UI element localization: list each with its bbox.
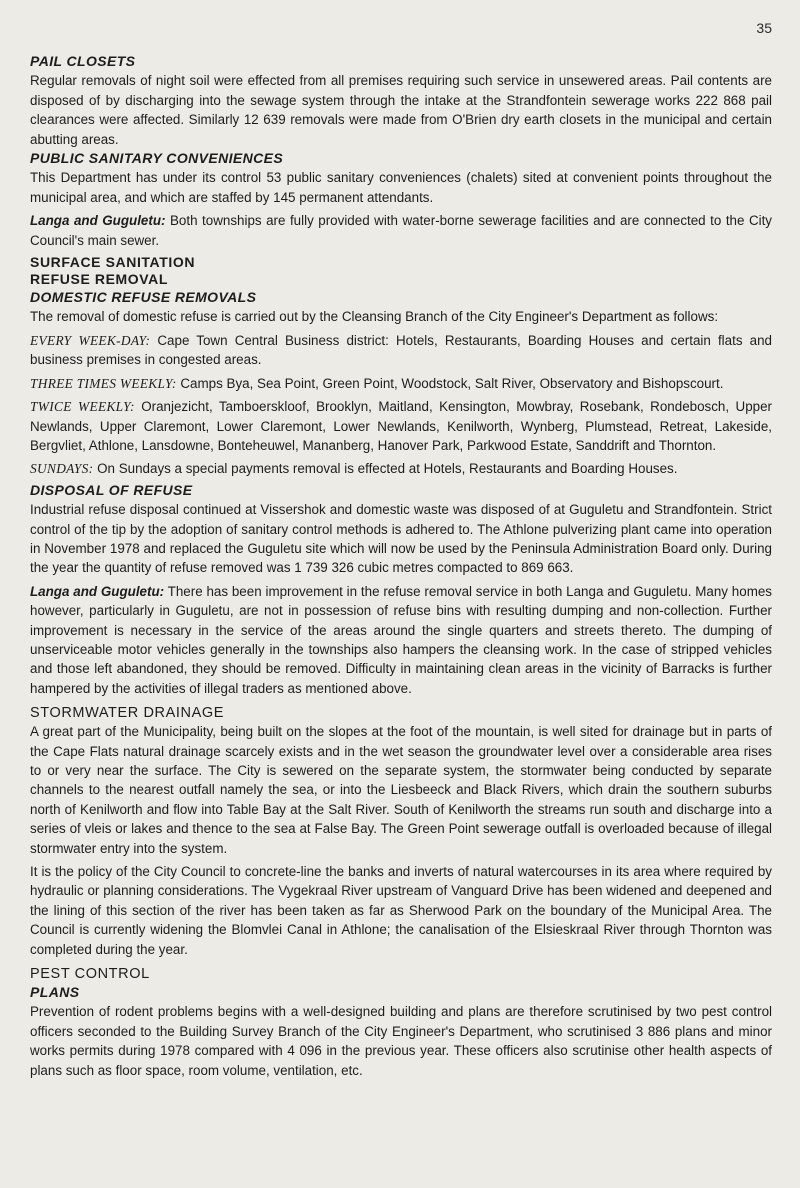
lead-langa-guguletu-refuse: Langa and Guguletu: bbox=[30, 583, 165, 599]
paragraph-sundays bbox=[30, 459, 772, 478]
heading-domestic-refuse: DOMESTIC REFUSE REMOVALS bbox=[30, 289, 257, 306]
heading-surface-sanitation: SURFACE SANITATION bbox=[30, 254, 196, 271]
paragraph-disposal: Industrial refuse disposal continued at Vissershok and domestic waste was disposed of at Guguletu and Strandfontein. Strict control of the tip by the adoption of sanitary control methods is adhered to. The Athlone pulverizing plant came into operation in November 1978 and replaced the Guguletu site which will now be used by the Peninsula Administration Board only. During the year the quantity of refuse removed was 1 739 326 cubic metres compacted to 869 663. bbox=[30, 502, 772, 576]
text-three-times: Camps Bya, Sea Point, Green Point, Woodstock, Salt River, Observatory and Bishopscourt. bbox=[176, 375, 724, 391]
heading-pest-control: PEST CONTROL bbox=[30, 966, 150, 983]
heading-public-sanitary: PUBLIC SANITARY CONVENIENCES bbox=[30, 150, 284, 167]
paragraph-stormwater-1: A great part of the Municipality, being built on the slopes at the foot of the mountain, is well sited for drainage but in parts of the Cape Flats natural drainage scarcely exists and in the wet season the groundwater level over a considerable area rises to or very near the surface. The City is sewered on the separate system, the stormwater being conducted by separate channels to the nearest outfall namely the sea, or into the Liesbeeck and Black Rivers, which drain the southern suburbs north of Kenilworth and flow into Table Bay at the Salt River. South of Kenilworth the streams run south and discharge into a series of vleis or lakes and thence to the sea at False Bay. The Green Point sewerage outfall is overloaded because of illegal stormwater entry into the system. bbox=[30, 724, 772, 856]
text-sundays: On Sundays a special payments removal is effected at Hotels, Restaurants and Boarding Houses. bbox=[93, 461, 678, 477]
heading-stormwater: STORMWATER DRAINAGE bbox=[30, 705, 225, 722]
heading-disposal: DISPOSAL OF REFUSE bbox=[30, 481, 193, 498]
paragraph-three-times bbox=[30, 374, 772, 393]
heading-refuse-removal: REFUSE REMOVAL bbox=[30, 271, 169, 288]
paragraph-twice-weekly bbox=[30, 397, 772, 455]
paragraph-pail-closets: Regular removals of night soil were effected from all premises requiring such service in unsewered areas. Pail contents are disposed of by discharging into the sewage system through the intake at the Strandfontein sewerage works 222 868 pail clearances were affected. Similarly 12 639 removals were made from O'Brien dry earth closets in the municipal and certain abutting areas. bbox=[30, 73, 772, 147]
paragraph-stormwater-2: It is the policy of the City Council to concrete-line the banks and inverts of natural watercourses in its area where required by hydraulic or planning considerations. The Vygekraal River upstream of Vanguard Drive has been widened and deepened and the lining of this section of the river has been taken as far as Sherwood Park on the boundary of the Municipal Area. The Council is currently widening the Blomvlei Canal in Athlone; the canalisation of the Elsieskraal River through Thornton was completed during the year. bbox=[30, 864, 772, 957]
text-every-weekday: Cape Town Central Business district: Hotels, Restaurants, Boarding Houses and certain flats and business premises in congested areas. bbox=[30, 332, 772, 368]
paragraph-every-weekday bbox=[30, 331, 772, 370]
heading-plans: PLANS bbox=[30, 984, 80, 1001]
paragraph-langa-sewer bbox=[30, 211, 772, 250]
paragraph-plans: Prevention of rodent problems begins with a well-designed building and plans are therefore scrutinised by two pest control officers seconded to the Building Survey Branch of the City Engineer's Department, who scrutinised 3 886 plans and minor works permits during 1978 compared with 4 096 in the previous year. These officers also scrutinise other health aspects of plans such as floor space, room volume, ventilation, etc. bbox=[30, 1004, 772, 1078]
paragraph-public-sanitary: This Department has under its control 53 public sanitary conveniences (chalets) sited at convenient points throughout the municipal area, and which are staffed by 145 permanent attendants. bbox=[30, 170, 772, 205]
lead-three-times: THREE TIMES WEEKLY: bbox=[30, 375, 177, 391]
lead-sundays: SUNDAYS: bbox=[30, 461, 94, 477]
paragraph-langa-refuse bbox=[30, 582, 772, 698]
lead-twice-weekly: TWICE WEEKLY: bbox=[30, 399, 135, 415]
text-langa-sewer: Both townships are fully provided with water-borne sewerage facilities and are connected to the City Council's main sewer. bbox=[30, 213, 772, 248]
text-twice-weekly: Oranjezicht, Tamboerskloof, Brooklyn, Maitland, Kensington, Mowbray, Rosebank, Rondebosch, Upper Newlands, Upper Claremont, Lower Claremont, Lower Newlands, Kenilworth, Wynberg, Plumstead, Retreat, Lakeside, Bergvliet, Athlone, Lansdowne, Bonteheuwel, Mananberg, Hanover Park, Parkwood Estate, Sanddrift and Thornton. bbox=[30, 399, 772, 453]
lead-langa-guguletu: Langa and Guguletu: bbox=[30, 213, 166, 229]
text-langa-refuse: There has been improvement in the refuse removal service in both Langa and Guguletu. Many homes however, particularly in Guguletu, are not in possession of refuse bins with resulting dumping and non-collection. Further improvement is necessary in the service of the areas around the single quarters and streets thereto. The dumping of unserviceable motor vehicles generally in the townships also hampers the cleansing work. In the case of stripped vehicles and those left abandoned, they should be removed. Difficulty in maintaining clean areas in the vicinity of Barracks is further hampered by the activities of illegal traders as mentioned above. bbox=[30, 583, 772, 696]
paragraph-domestic-intro: The removal of domestic refuse is carried out by the Cleansing Branch of the City Engineer's Department as follows: bbox=[30, 309, 719, 325]
document-body bbox=[30, 52, 772, 1080]
page-number: 35 bbox=[756, 20, 772, 36]
lead-every-weekday: EVERY WEEK-DAY: bbox=[30, 332, 151, 348]
heading-pail-closets: PAIL CLOSETS bbox=[30, 53, 136, 69]
